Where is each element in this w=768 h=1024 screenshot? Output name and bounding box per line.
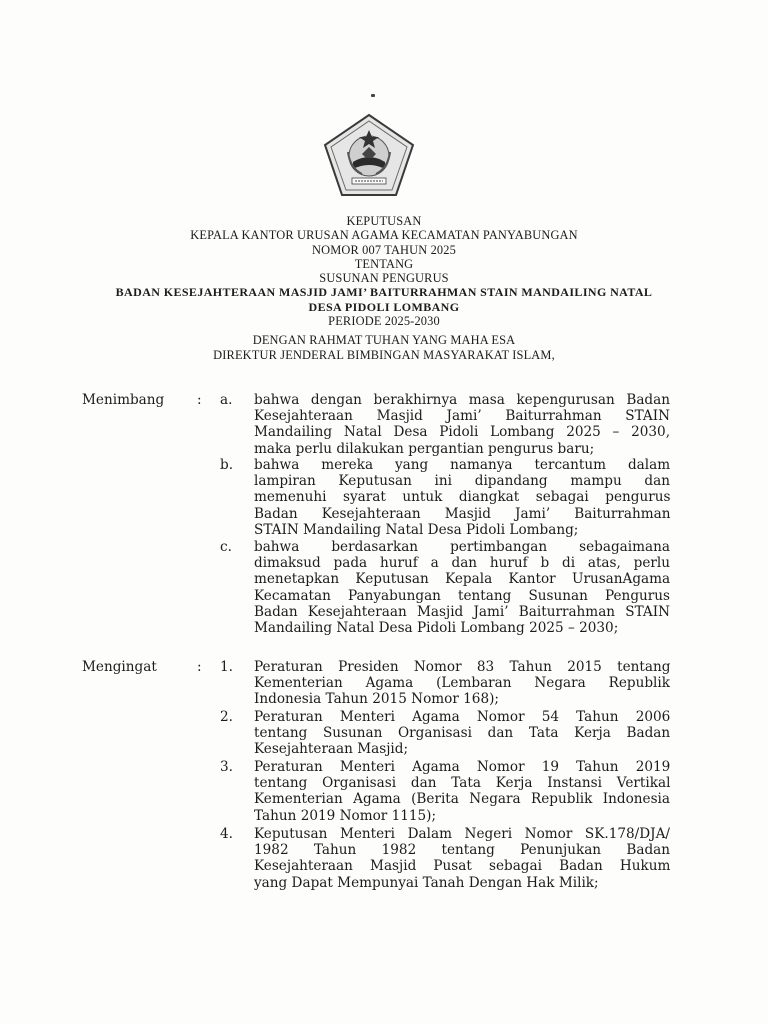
item-text xyxy=(254,826,670,891)
item-line: bahwa mereka yang namanya tercantum dalam xyxy=(254,457,671,473)
item-line: Kementerian Agama (Berita Negara Republik Indonesia xyxy=(254,791,670,808)
item-line: Peraturan Menteri Agama Nomor 19 Tahun 2019 xyxy=(254,759,671,775)
section-label: Menimbang xyxy=(82,392,165,408)
item-line: Tahun 2019 Nomor 1115); xyxy=(254,807,437,824)
item-line: tentang Susunan Organisasi dan Tata Kerja Badan xyxy=(254,725,671,742)
decree-period: PERIODE 2025-2030 xyxy=(328,314,440,329)
item-text xyxy=(254,392,670,457)
item-line: Kesejahteraan Masjid Pusat sebagai Badan Hukum xyxy=(254,858,671,875)
item-line: Kesejahteraan Masjid Jami’ Baiturrahman STAIN xyxy=(254,408,670,425)
item-line: Peraturan Menteri Agama Nomor 54 Tahun 2006 xyxy=(254,709,671,725)
organization-name-line2: DESA PIDOLI LOMBANG xyxy=(308,299,460,314)
item-line: Badan Kesejahteraan Masjid Jami’ Baiturrahman xyxy=(254,505,671,522)
item-line: memenuhi syarat untuk diangkat sebagai pengurus xyxy=(254,489,671,506)
item-line: STAIN Mandailing Natal Desa Pidoli Lombang; xyxy=(254,521,579,538)
item-line: Indonesia Tahun 2015 Nomor 168); xyxy=(254,691,499,708)
item-line: menetapkan Keputusan Kepala Kantor UrusanAgama xyxy=(254,571,671,588)
item-line: maka perlu dilakukan pergantian pengurus baru; xyxy=(254,440,595,457)
section-label: Mengingat xyxy=(82,659,157,675)
item-line: Kementerian Agama (Lembaran Negara Republik xyxy=(254,675,670,692)
ministry-emblem xyxy=(322,112,416,198)
decree-heading xyxy=(40,214,728,328)
section-colon: : xyxy=(197,659,202,675)
item-line: yang Dapat Mempunyai Tanah Dengan Hak Milik; xyxy=(254,874,599,891)
item-line: 1982 Tahun 1982 tentang Penunjukan Badan xyxy=(254,842,671,859)
item-marker: 4. xyxy=(220,826,233,842)
menimbang-section xyxy=(82,392,682,652)
mengingat-section xyxy=(82,659,682,919)
decree-title: KEPUTUSAN xyxy=(346,214,422,228)
item-marker: 3. xyxy=(220,759,233,775)
decree-number: NOMOR 007 TAHUN 2025 xyxy=(312,242,456,257)
item-line: Peraturan Presiden Nomor 83 Tahun 2015 tentang xyxy=(254,659,671,675)
item-marker: 1. xyxy=(220,659,233,675)
item-line: Badan Kesejahteraan Masjid Jami’ Baiturrahman STAIN xyxy=(254,603,670,620)
issuing-office: KEPALA KANTOR URUSAN AGAMA KECAMATAN PANYABUNGAN xyxy=(190,228,578,243)
item-line: Keputusan Menteri Dalam Negeri Nomor SK.178/DJA/ xyxy=(254,826,670,842)
item-line: bahwa berdasarkan pertimbangan sebagaimana xyxy=(254,539,670,555)
item-line: bahwa dengan berakhirnya masa kepengurusan Badan xyxy=(254,392,670,408)
invocation-line2: DIREKTUR JENDERAL BIMBINGAN MASYARAKAT ISLAM, xyxy=(213,348,555,362)
item-marker: b. xyxy=(220,457,234,473)
item-text xyxy=(254,659,670,708)
item-text xyxy=(254,709,670,758)
item-line: Mandailing Natal Desa Pidoli Lombang 2025 – 2030; xyxy=(254,619,619,636)
organization-name-line1: BADAN KESEJAHTERAAN MASJID JAMI’ BAITURRAHMAN STAIN MANDAILING NATAL xyxy=(115,285,653,300)
decree-about: TENTANG xyxy=(354,256,414,271)
item-line: Kecamatan Panyabungan tentang Susunan Pengurus xyxy=(254,587,670,604)
item-line: Kesejahteraan Masjid; xyxy=(254,741,409,758)
item-marker: a. xyxy=(220,392,233,408)
item-line: dimaksud pada huruf a dan huruf b di atas, perlu xyxy=(254,555,670,572)
item-text xyxy=(254,539,670,636)
item-text xyxy=(254,457,670,538)
item-text xyxy=(254,759,670,824)
item-marker: 2. xyxy=(220,709,233,725)
item-marker: c. xyxy=(220,539,232,555)
invocation-line1: DENGAN RAHMAT TUHAN YANG MAHA ESA xyxy=(252,333,516,347)
scan-speck xyxy=(371,94,375,97)
item-line: lampiran Keputusan ini dipandang mampu dan xyxy=(254,473,670,490)
invocation xyxy=(40,333,728,363)
item-line: tentang Organisasi dan Tata Kerja Instansi Vertikal xyxy=(254,775,671,792)
decree-subject: SUSUNAN PENGURUS xyxy=(319,271,449,286)
section-colon: : xyxy=(197,392,202,408)
item-line: Mandailing Natal Desa Pidoli Lombang 2025 – 2030, xyxy=(254,424,671,441)
